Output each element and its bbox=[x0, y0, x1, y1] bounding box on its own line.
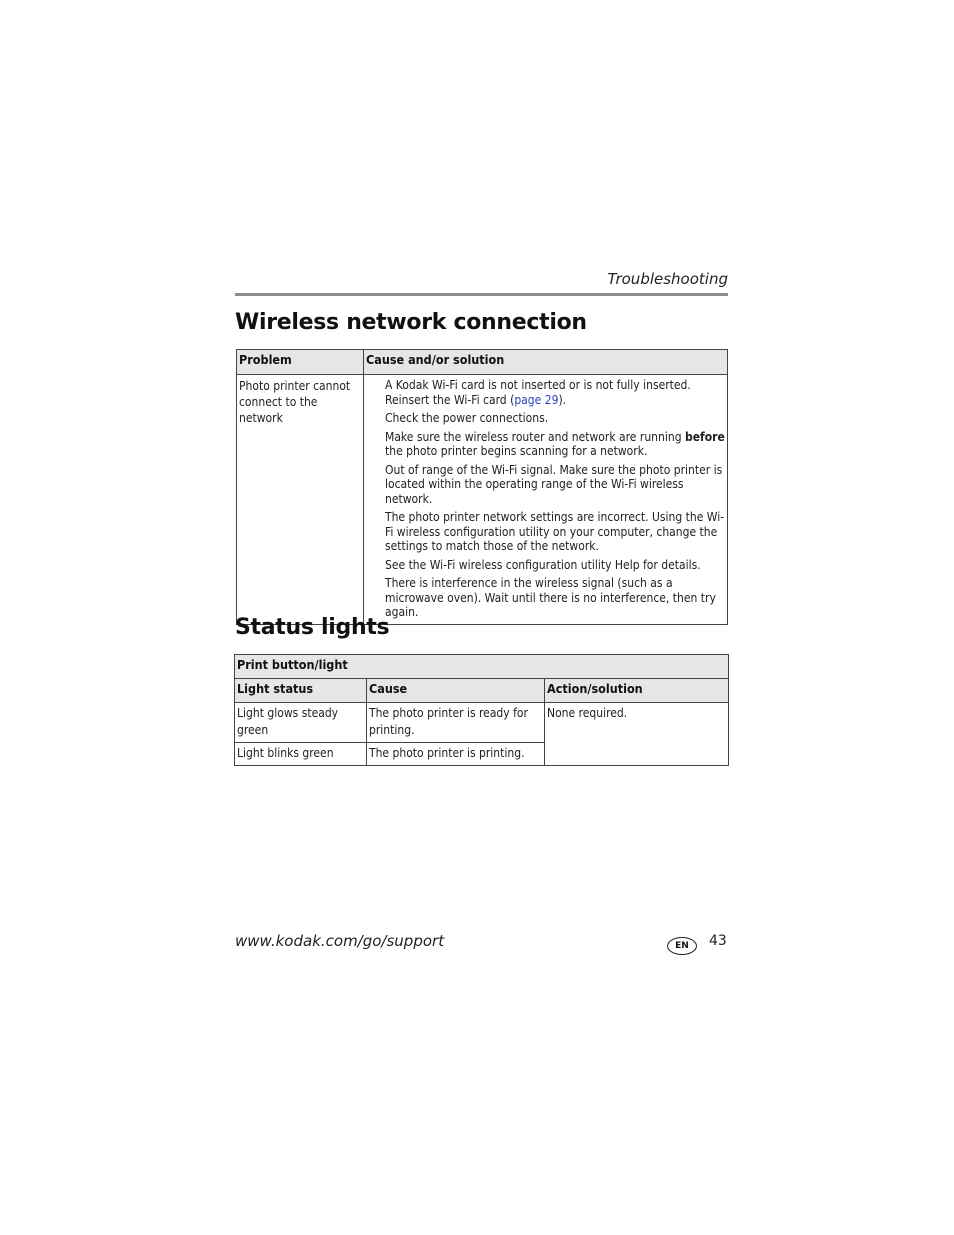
problem-cell: Photo printer cannot connect to the network bbox=[237, 375, 364, 625]
language-badge: EN bbox=[667, 937, 697, 955]
header-rule bbox=[235, 293, 728, 296]
column-header-light-status: Light status bbox=[235, 679, 367, 703]
wireless-section-title: Wireless network connection bbox=[235, 310, 587, 335]
solution-item bbox=[385, 430, 725, 459]
status-lights-table bbox=[234, 654, 729, 766]
light-status-cell: Light blinks green bbox=[235, 743, 367, 766]
table-row bbox=[237, 375, 728, 625]
status-section-title: Status lights bbox=[235, 615, 390, 640]
column-header-action: Action/solution bbox=[545, 679, 729, 703]
table-group-header-row bbox=[235, 655, 729, 679]
cause-cell: The photo printer is printing. bbox=[367, 743, 545, 766]
solution-item: Out of range of the Wi-Fi signal. Make sure the photo printer is located within the operating range of the Wi-Fi wireless network. bbox=[385, 462, 723, 506]
emphasis-text: before bbox=[684, 429, 725, 444]
solution-item: There is interference in the wireless signal (such as a microwave oven). Wait until there is no interference, then try again. bbox=[385, 576, 716, 619]
table-row bbox=[235, 703, 729, 743]
solution-text: ). bbox=[558, 392, 567, 407]
solution-text: A Kodak Wi-Fi card is not inserted or is not fully inserted. Reinsert the Wi-Fi card ( bbox=[385, 378, 691, 407]
solution-item bbox=[385, 378, 725, 407]
table-header-row bbox=[235, 679, 729, 703]
support-url[interactable]: www.kodak.com/go/support bbox=[235, 932, 445, 950]
running-header: Troubleshooting bbox=[607, 270, 728, 288]
page-link[interactable]: page 29 bbox=[514, 392, 559, 407]
column-header-cause: Cause bbox=[367, 679, 545, 703]
table-header-row bbox=[237, 350, 728, 375]
solution-text: the photo printer begins scanning for a network. bbox=[385, 444, 648, 458]
action-cell: None required. bbox=[545, 703, 729, 766]
solution-cell bbox=[364, 375, 728, 625]
light-status-cell: Light glows steady green bbox=[235, 703, 367, 743]
cause-cell: The photo printer is ready for printing. bbox=[367, 703, 545, 743]
page-number: 43 bbox=[709, 933, 727, 949]
solution-item: See the Wi-Fi wireless configuration utility Help for details. bbox=[385, 557, 701, 572]
column-header-problem: Problem bbox=[237, 350, 364, 375]
solution-item: The photo printer network settings are incorrect. Using the Wi-Fi wireless configuration utility on your computer, change the settings to match those of the network. bbox=[385, 510, 725, 553]
solution-item: Check the power connections. bbox=[385, 411, 549, 425]
group-header-print-button: Print button/light bbox=[235, 655, 729, 679]
wireless-troubleshooting-table bbox=[236, 349, 728, 625]
solution-text: Make sure the wireless router and network are running bbox=[385, 429, 685, 444]
column-header-cause: Cause and/or solution bbox=[364, 350, 728, 375]
